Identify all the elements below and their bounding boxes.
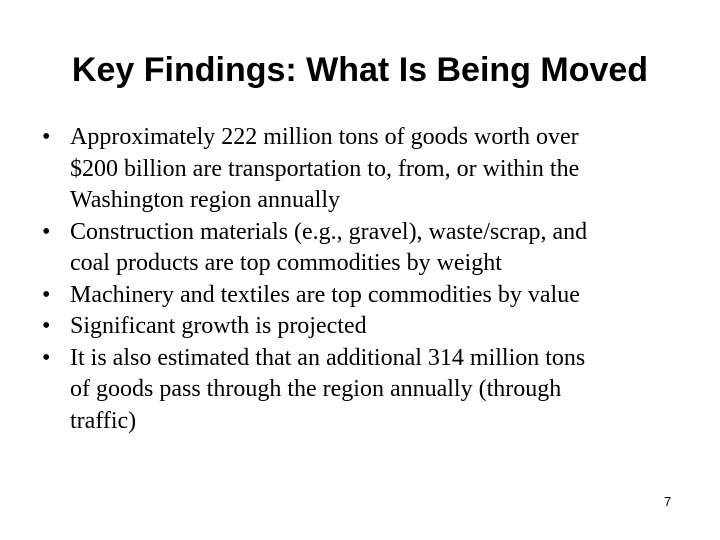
bullet-text-line: traffic) bbox=[70, 407, 137, 434]
bullet-text-line: Machinery and textiles are top commodities by value bbox=[70, 281, 580, 308]
bullet-text-line: Washington region annually bbox=[70, 187, 341, 213]
bullet-dot-icon: • bbox=[42, 124, 51, 150]
bullet-item-3 bbox=[42, 280, 692, 312]
bullet-item-5 bbox=[42, 343, 692, 438]
bullet-list bbox=[42, 122, 692, 437]
bullet-text-line: Approximately 222 million tons of goods worth over bbox=[70, 124, 579, 150]
bullet-text-line: $200 billion are transportation to, from, or within the bbox=[70, 155, 580, 182]
bullet-item-4 bbox=[42, 311, 692, 343]
bullet-dot-icon: • bbox=[42, 218, 51, 245]
bullet-dot-icon: • bbox=[42, 344, 51, 371]
bullet-item-2 bbox=[42, 217, 692, 280]
slide-title: Key Findings: What Is Being Moved bbox=[71, 51, 649, 89]
page-number: 7 bbox=[664, 494, 672, 509]
bullet-text-line: coal products are top commodities by weight bbox=[70, 250, 502, 276]
bullet-dot-icon: • bbox=[42, 281, 51, 308]
bullet-item-1 bbox=[42, 122, 692, 217]
bullet-text-line: Significant growth is projected bbox=[70, 313, 367, 339]
bullet-text-line: Construction materials (e.g., gravel), waste/scrap, and bbox=[70, 218, 588, 245]
bullet-dot-icon: • bbox=[42, 313, 51, 339]
bullet-text-line: of goods pass through the region annually (through bbox=[70, 376, 562, 402]
bullet-text-line: It is also estimated that an additional 314 million tons bbox=[70, 344, 586, 371]
